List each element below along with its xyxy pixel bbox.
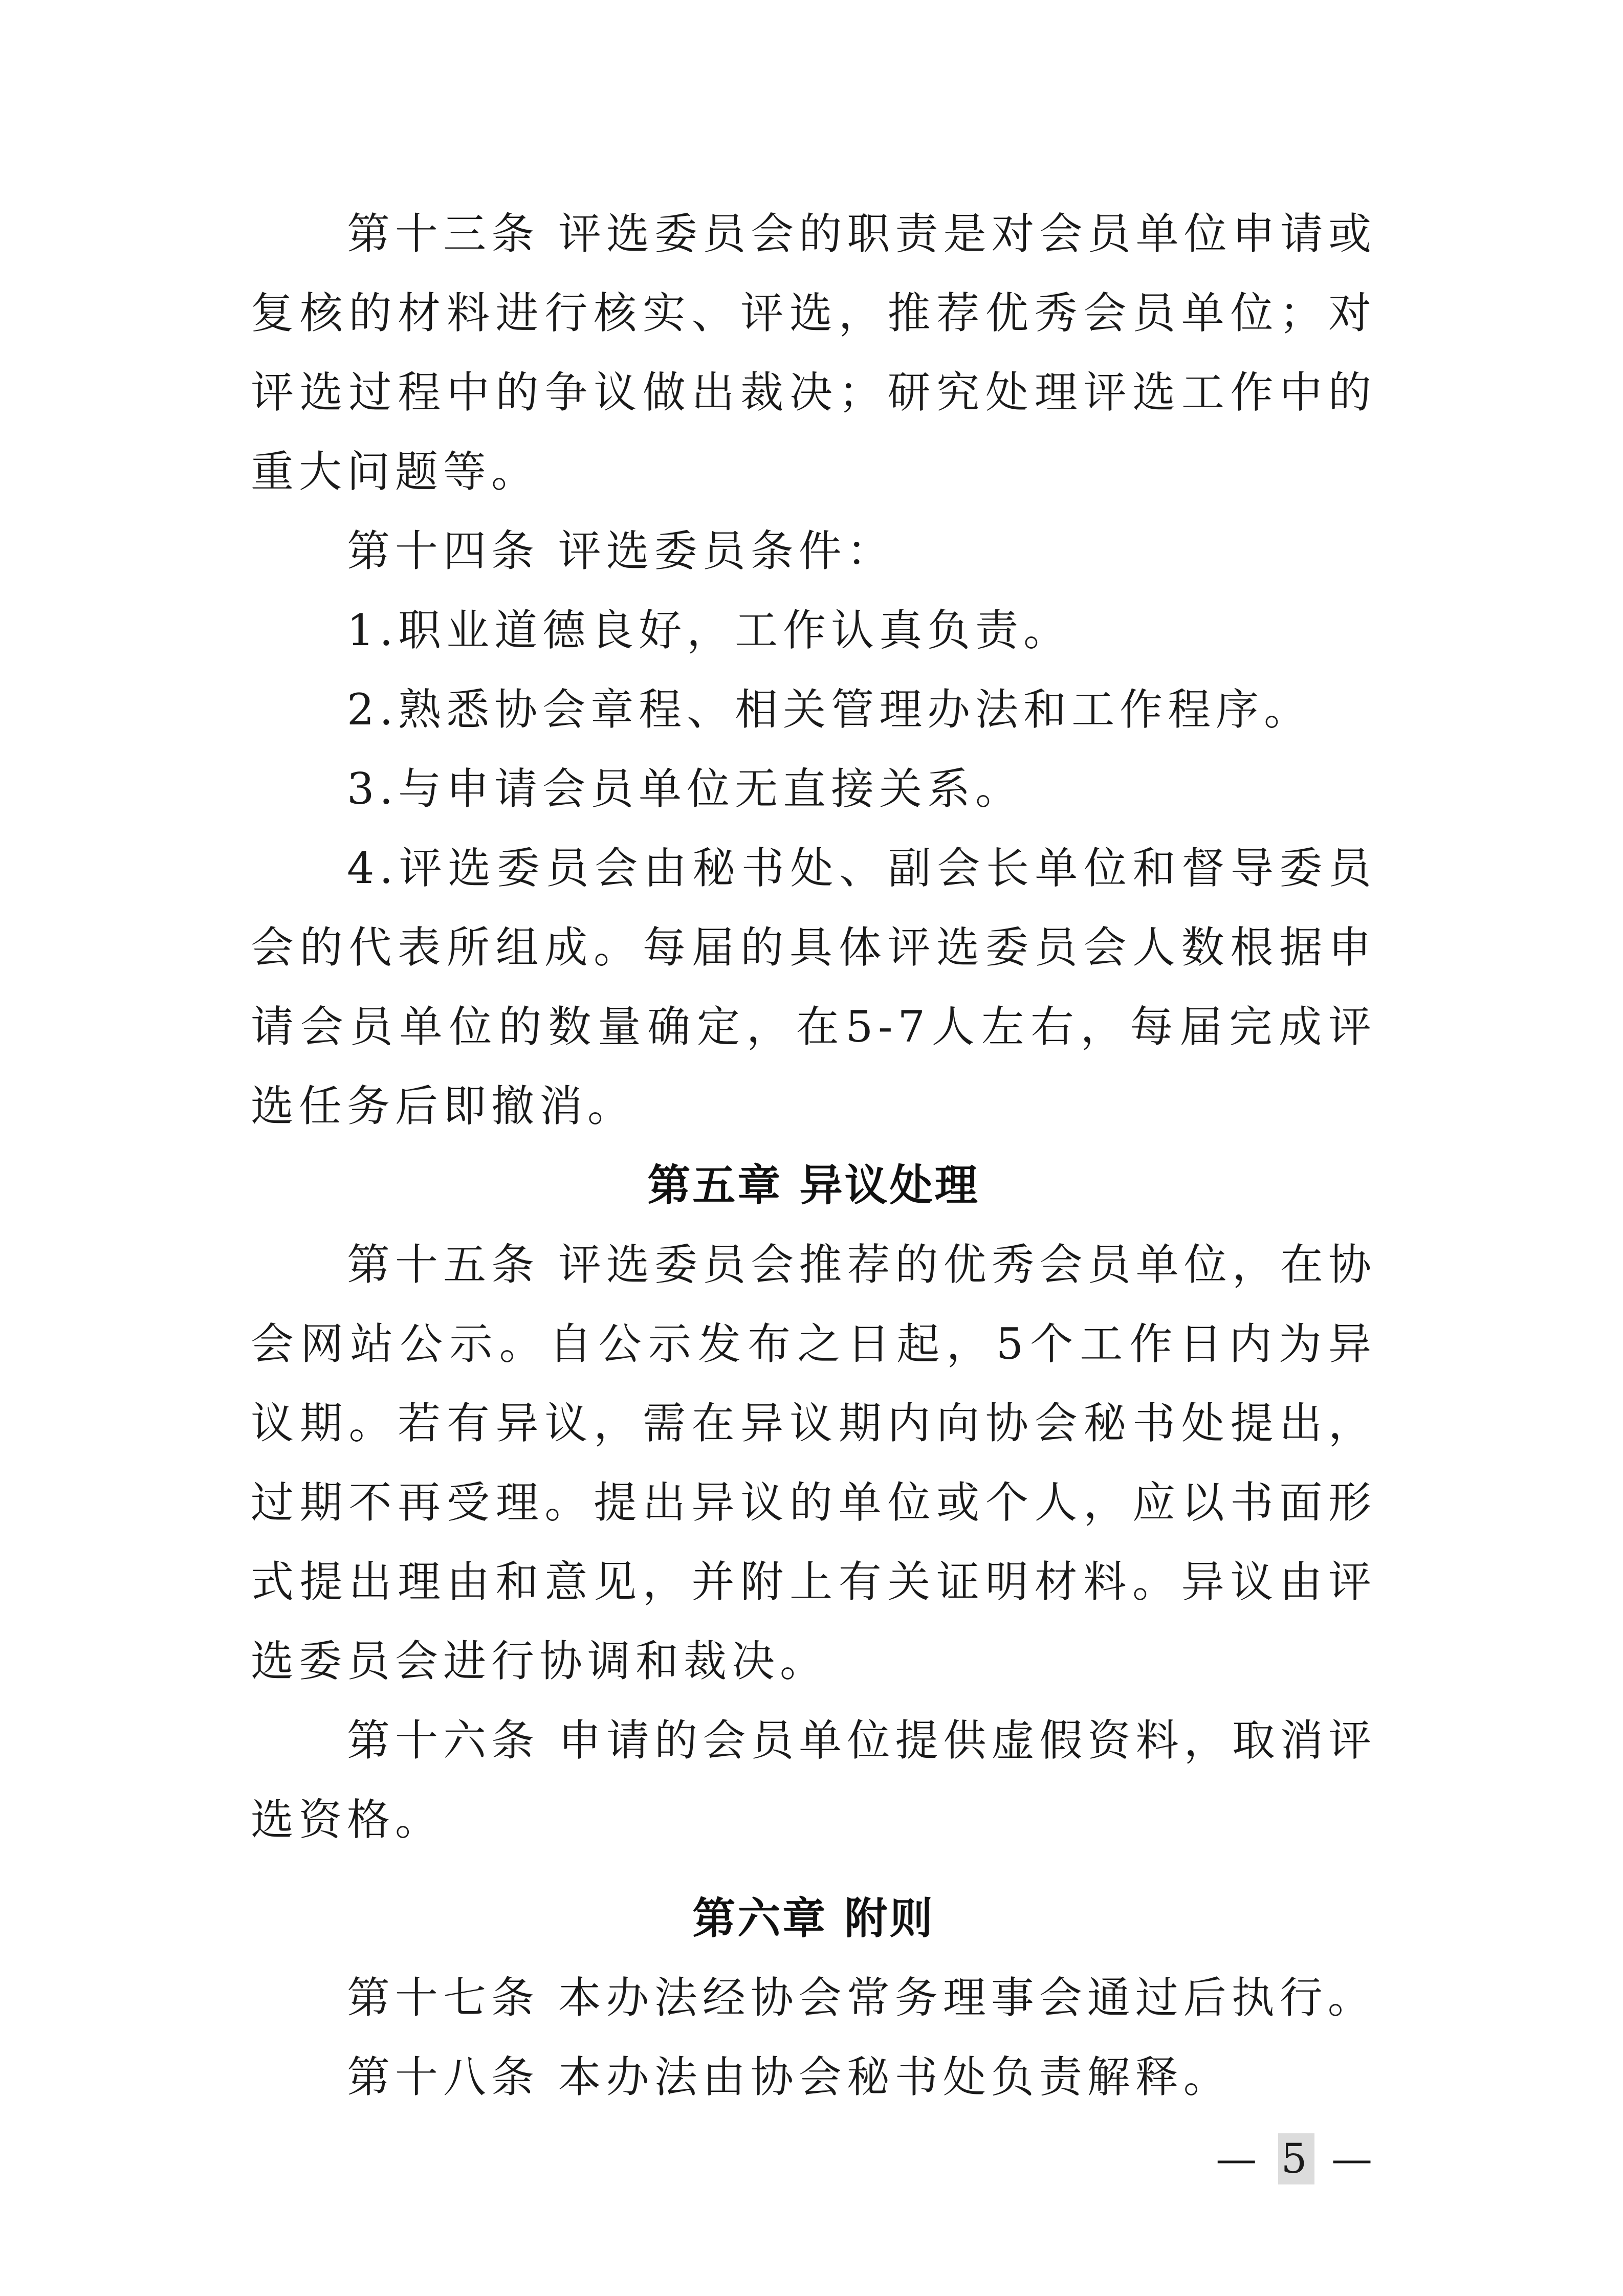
- condition-item-3: 3.与申请会员单位无直接关系。: [347, 764, 1024, 814]
- chapter-5-heading: 第五章 异议处理: [647, 1160, 980, 1210]
- footer-dash-left: —: [1216, 2135, 1261, 2182]
- condition-item-2: 2.熟悉协会章程、相关管理办法和工作程序。: [347, 685, 1312, 735]
- page-footer: [1216, 2133, 1376, 2184]
- article-18: 第十八条 本办法由协会秘书处负责解释。: [347, 2052, 1232, 2102]
- condition-item-1: 1.职业道德良好，工作认真负责。: [347, 605, 1072, 655]
- chapter-6-heading: 第六章 附则: [692, 1893, 935, 1944]
- article-17: 第十七条 本办法经协会常务理事会通过后执行。: [347, 1973, 1376, 2023]
- condition-item-4: 4.评选委员会由秘书处、副会长单位和督导委员会的代表所组成。每届的具体评选委员会人数根据申请会员单位的数量确定，在5-7人左右，每届完成评选任务后即撤消。: [251, 843, 1376, 1131]
- document-body: [251, 194, 1376, 2117]
- footer-dash-right: —: [1331, 2135, 1376, 2182]
- article-15: 第十五条 评选委员会推荐的优秀会员单位，在协会网站公示。自公示发布之日起，5个工作日内为异议期。若有异议，需在异议期内向协会秘书处提出，过期不再受理。提出异议的单位或个人，应以书面形式提出理由和意见，并附上有关证明材料。异议由评选委员会进行协调和裁决。: [251, 1240, 1376, 1686]
- article-14: 第十四条 评选委员条件：: [347, 526, 895, 576]
- article-13: 第十三条 评选委员会的职责是对会员单位申请或复核的材料进行核实、评选，推荐优秀会员单位；对评选过程中的争议做出裁决；研究处理评选工作中的重大问题等。: [251, 209, 1376, 497]
- page-number: 5: [1278, 2133, 1314, 2184]
- article-16: 第十六条 申请的会员单位提供虚假资料，取消评选资格。: [251, 1715, 1376, 1845]
